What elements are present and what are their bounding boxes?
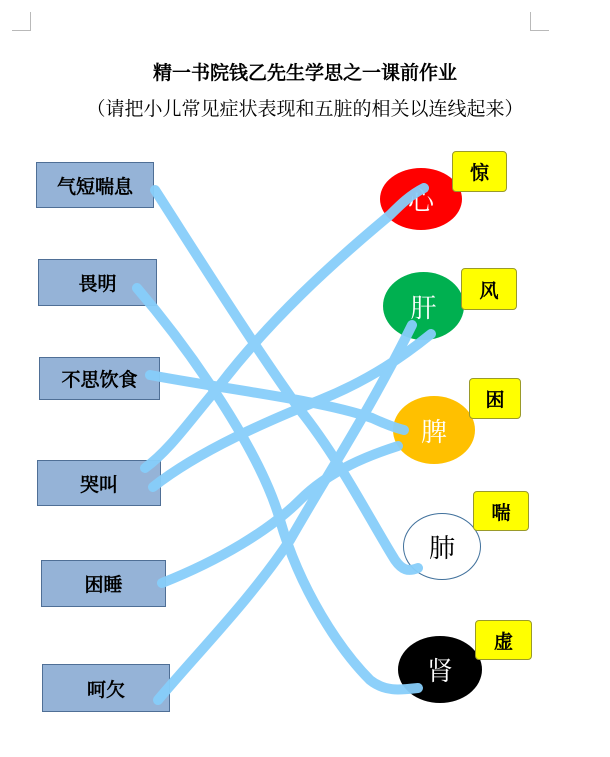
connection-line-heqian-gan bbox=[158, 325, 412, 700]
connection-line-weiming-shen bbox=[137, 288, 418, 690]
symptom-box-busiyinshi: 不思饮食 bbox=[39, 357, 160, 400]
connection-line-busiyinshi-pi bbox=[150, 375, 404, 430]
organ-circle-shen: 肾 bbox=[398, 636, 482, 703]
connection-line-qiduanchuanxi-fei bbox=[155, 190, 418, 570]
symptom-box-heqian: 呵欠 bbox=[42, 664, 170, 712]
organ-circle-fei: 肺 bbox=[403, 513, 481, 580]
symptom-box-kunshui: 困睡 bbox=[41, 560, 166, 607]
symptom-box-qiduanchuanxi: 气短喘息 bbox=[36, 162, 154, 208]
tag-shen: 虚 bbox=[475, 620, 532, 660]
tag-xin: 惊 bbox=[452, 151, 507, 192]
organ-circle-pi: 脾 bbox=[393, 396, 475, 464]
document-subtitle: （请把小儿常见症状表现和五脏的相关以连线起来） bbox=[86, 98, 524, 120]
symptom-box-weiming: 畏明 bbox=[38, 259, 157, 306]
connection-line-kujiao-gan bbox=[153, 334, 431, 487]
connection-line-kujiao-xin bbox=[145, 188, 424, 468]
tag-gan: 风 bbox=[461, 268, 517, 310]
organ-circle-gan: 肝 bbox=[383, 272, 464, 340]
symptom-box-kujiao: 哭叫 bbox=[37, 460, 161, 506]
document-title: 精一书院钱乙先生学思之一课前作业 bbox=[152, 62, 457, 84]
page-corner-mark-top-right bbox=[530, 12, 549, 31]
page-corner-mark-top-left bbox=[12, 12, 31, 31]
connection-line-kunshui-pi bbox=[162, 446, 398, 583]
tag-pi: 困 bbox=[469, 378, 521, 419]
tag-fei: 喘 bbox=[473, 491, 529, 531]
organ-circle-xin: 心 bbox=[380, 168, 462, 230]
